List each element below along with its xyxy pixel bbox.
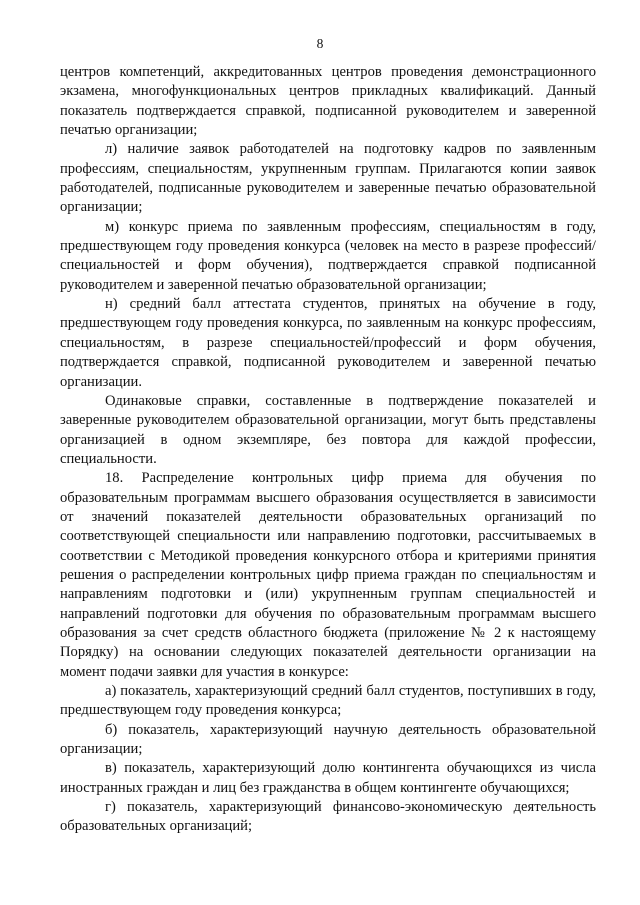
paragraph-indicator-g: г) показатель, характеризующий финансово-экономическую деятельность образовательных организаций; — [60, 799, 596, 835]
page-number: 8 — [316, 36, 324, 51]
paragraph-continuation: центров компетенций, аккредитованных центров проведения демонстрационного экзамена, многофункциональных центров прикладных квалификаций. Данный показатель подтверждается справкой, подписанной руководителем и заверенной печатью организации; — [60, 64, 596, 139]
paragraph-indicator-b: б) показатель, характеризующий научную деятельность образовательной организации; — [60, 721, 596, 758]
document-body — [60, 63, 596, 837]
paragraph-clause-18: 18. Распределение контрольных цифр приема для обучения по образовательным программам высшего образования осуществляется в зависимости от значений показателей деятельности образовательных организаций по соответствующей специальности или направлению подготовки, рассчитываемых в соответствии с Методикой проведения конкурсного отбора и критериями принятия решения о распределении контрольных цифр приема граждан по специальностям и направлениям подготовки и (или) укрупненным группам специальностей и направлений подготовки для обучения по образовательным программам высшего образования за счет средств областного бюджета (приложение № 2 к настоящему Порядку) на основании следующих показателей деятельности организации на момент подачи заявки для участия в конкурсе: — [60, 470, 596, 680]
paragraph-indicator-v: в) показатель, характеризующий долю контингента обучающихся из числа иностранных граждан и лиц без гражданства в общем контингенте обучающихся; — [60, 760, 596, 796]
paragraph-item-n: н) средний балл аттестата студентов, принятых на обучение в году, предшествующем году проведения конкурса, по заявленным на конкурс профессиям, специальностям, в разрезе специальностей/профессий и форм обучения, подтверждается справкой, подписанной руководителем и заверенной печатью организации. — [60, 296, 596, 390]
paragraph-indicator-a: а) показатель, характеризующий средний балл студентов, поступивших в году, предшествующем году проведения конкурса; — [60, 683, 596, 719]
paragraph-certificates-note: Одинаковые справки, составленные в подтверждение показателей и заверенные руководителем образовательной организации, могут быть представлены организацией в одном экземпляре, без повтора для каждой профессии, специальности. — [60, 392, 596, 467]
paragraph-item-m: м) конкурс приема по заявленным профессиям, специальностям в году, предшествующем году проведения конкурса (человек на место в разрезе профессий/специальностей и форм обучения), подтверждается справкой подписанной руководителем и заверенной печатью образовательной организации; — [60, 218, 596, 293]
paragraph-item-l: л) наличие заявок работодателей на подготовку кадров по заявленным профессиям, специальностям, укрупненным группам. Прилагаются копии заявок работодателей, подписанные руководителем и заверенные печатью образовательной организации; — [60, 141, 596, 216]
